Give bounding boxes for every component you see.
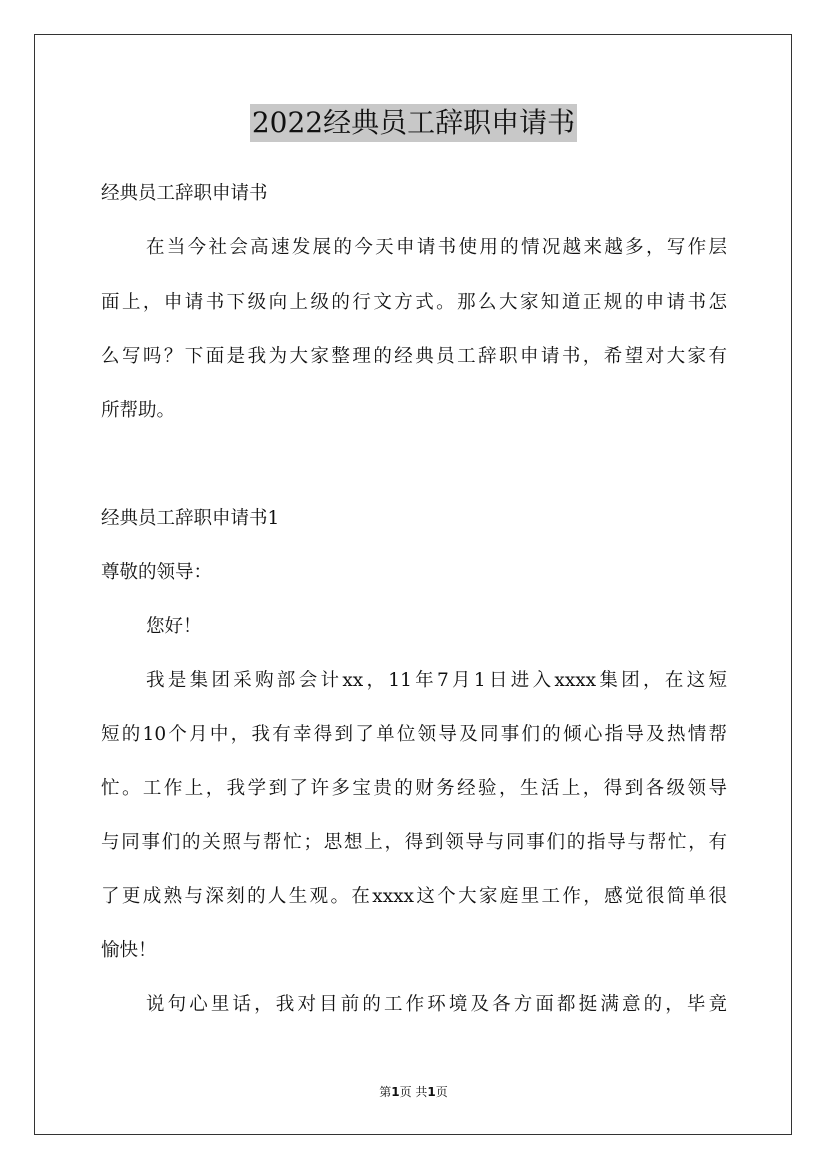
- body-line-2: 短的10个月中，我有幸得到了单位领导及同事们的倾心指导及热情帮: [101, 724, 727, 745]
- body-line-6: 愉快！: [101, 940, 157, 961]
- body-line-4: 与同事们的关照与帮忙；思想上，得到领导与同事们的指导与帮忙，有: [101, 832, 727, 853]
- greeting: 您好！: [146, 616, 202, 637]
- intro-line-2: 面上，申请书下级向上级的行文方式。那么大家知道正规的申请书怎: [101, 292, 727, 313]
- body-line-5: 了更成熟与深刻的人生观。在xxxx这个大家庭里工作，感觉很简单很: [101, 886, 727, 907]
- footer-page-prefix: 第: [379, 1085, 392, 1099]
- body-line-7: 说句心里话，我对目前的工作环境及各方面都挺满意的，毕竟: [146, 994, 727, 1015]
- intro-line-4: 所帮助。: [101, 400, 176, 421]
- footer-page-total: 1: [427, 1085, 436, 1099]
- document-subtitle: 经典员工辞职申请书: [101, 183, 268, 204]
- footer-page-suffix: 页: [435, 1085, 448, 1099]
- salutation: 尊敬的领导：: [101, 562, 213, 583]
- footer-page-number: 1: [391, 1085, 400, 1099]
- body-line-3: 忙。工作上，我学到了许多宝贵的财务经验，生活上，得到各级领导: [101, 778, 727, 799]
- intro-line-1: 在当今社会高速发展的今天申请书使用的情况越来越多，写作层: [146, 237, 727, 258]
- body-line-1: 我是集团采购部会计xx，11年7月1日进入xxxx集团，在这短: [146, 670, 727, 691]
- section-heading: 经典员工辞职申请书1: [101, 508, 280, 529]
- footer-page-mid: 页 共: [399, 1085, 428, 1099]
- document-title: 2022经典员工辞职申请书: [250, 104, 577, 142]
- intro-line-3: 么写吗？下面是我为大家整理的经典员工辞职申请书，希望对大家有: [101, 346, 727, 367]
- page-footer: [0, 1084, 827, 1100]
- title-container: [0, 104, 827, 142]
